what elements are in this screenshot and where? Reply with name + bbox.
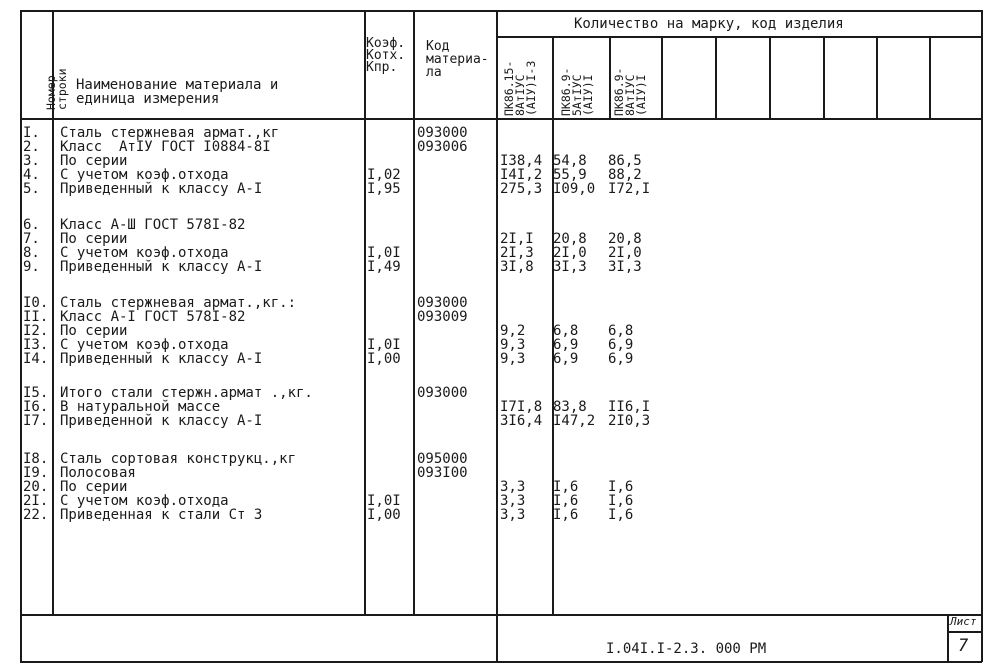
product-header-3 — [614, 68, 647, 116]
col-line-2 — [364, 10, 366, 615]
row-material-name: Приведенной к классу А-I — [60, 413, 263, 429]
product-header-line: ПК86.15- — [502, 60, 516, 116]
row-quantity-2: 55,9 — [553, 167, 587, 183]
header-quantity-title: Количество на марку, код изделия — [574, 16, 844, 32]
row-quantity-2: 20,8 — [553, 231, 587, 247]
row-quantity-2: I,6 — [553, 493, 579, 509]
row-coef: I,00 — [367, 351, 401, 367]
row-number: 20. — [23, 479, 49, 495]
row-quantity-1: 9,3 — [500, 337, 526, 353]
row-quantity-3: 2I,0 — [608, 245, 642, 261]
row-quantity-2: I47,2 — [553, 413, 596, 429]
row-quantity-2: I,6 — [553, 507, 579, 523]
row-quantity-2: 83,8 — [553, 399, 587, 415]
row-quantity-1: 3I,8 — [500, 259, 534, 275]
row-quantity-3: 6,9 — [608, 337, 634, 353]
row-quantity-3: II6,I — [608, 399, 651, 415]
col-line-q8 — [929, 36, 931, 119]
row-quantity-1: I4I,2 — [500, 167, 543, 183]
row-quantity-3: I72,I — [608, 181, 651, 197]
row-number: I8. — [23, 451, 49, 467]
row-quantity-2: 6,9 — [553, 337, 579, 353]
row-number: II. — [23, 309, 49, 325]
row-quantity-2: I09,0 — [553, 181, 596, 197]
product-header-2 — [561, 68, 594, 116]
header-material-name: Наименование материала и единица измерения — [76, 77, 279, 107]
row-material-name: Класс А-I ГОСТ 578I-82 — [60, 309, 246, 325]
row-material-name: Приведенный к классу А-I — [60, 351, 263, 367]
row-material-name: Приведенный к классу А-I — [60, 181, 263, 197]
product-header-line: 8АтIУС — [513, 74, 527, 116]
row-quantity-1: 3,3 — [500, 507, 526, 523]
row-number: 9. — [23, 259, 40, 275]
row-quantity-2: 6,8 — [553, 323, 579, 339]
row-coef: I,00 — [367, 507, 401, 523]
row-material-name: С учетом коэф.отхода — [60, 493, 229, 509]
row-number: 2I. — [23, 493, 49, 509]
product-header-line: (АIУ)I-3 — [524, 60, 538, 116]
header-coef: Коэф. Котх. Кпр. — [366, 36, 406, 75]
row-coef: I,02 — [367, 167, 401, 183]
sheet-box-left — [947, 614, 949, 662]
row-quantity-2: I,6 — [553, 479, 579, 495]
stamp-divider — [20, 614, 982, 616]
product-header-line: (АIУ)I — [581, 74, 595, 116]
sheet-box-divider — [947, 631, 982, 633]
row-number: I6. — [23, 399, 49, 415]
row-material-name: По серии — [60, 231, 128, 247]
col-line-q5 — [769, 36, 771, 119]
row-quantity-2: 3I,3 — [553, 259, 587, 275]
row-code: 093000 — [417, 385, 468, 401]
row-quantity-1: 3,3 — [500, 493, 526, 509]
row-material-name: Класс АтIУ ГОСТ I0884-8I — [60, 139, 271, 155]
col-line-q4 — [715, 36, 717, 119]
row-quantity-1: I7I,8 — [500, 399, 543, 415]
row-quantity-3: 88,2 — [608, 167, 642, 183]
row-material-name: Класс А-Ш ГОСТ 578I-82 — [60, 217, 246, 233]
row-material-name: Сталь стержневая армат.,кг — [60, 125, 280, 141]
row-quantity-1: 3I6,4 — [500, 413, 543, 429]
frame-right — [981, 10, 983, 662]
row-code: 093I00 — [417, 465, 468, 481]
col-line-q6 — [823, 36, 825, 119]
row-material-name: В натуральной массе — [60, 399, 221, 415]
row-quantity-3: I,6 — [608, 493, 634, 509]
row-quantity-3: 6,9 — [608, 351, 634, 367]
row-number: 7. — [23, 231, 40, 247]
row-material-name: Приведенный к классу А-I — [60, 259, 263, 275]
row-quantity-3: I,6 — [608, 507, 634, 523]
frame-bottom — [20, 661, 982, 663]
row-quantity-3: 6,8 — [608, 323, 634, 339]
row-quantity-3: 20,8 — [608, 231, 642, 247]
row-material-name: Сталь сортовая конструкц.,кг — [60, 451, 297, 467]
row-quantity-3: 3I,3 — [608, 259, 642, 275]
row-quantity-1: 2I,3 — [500, 245, 534, 261]
row-coef: I,0I — [367, 245, 401, 261]
row-number: I4. — [23, 351, 49, 367]
row-quantity-1: 9,2 — [500, 323, 526, 339]
sheet-number: 7 — [958, 636, 969, 656]
row-material-name: Приведенная к стали Ст 3 — [60, 507, 263, 523]
row-code: 093000 — [417, 125, 468, 141]
header-code: Код материа- ла — [426, 39, 489, 80]
row-code: 093009 — [417, 309, 468, 325]
row-coef: I,49 — [367, 259, 401, 275]
row-number: I7. — [23, 413, 49, 429]
header-row-number: Номер строки — [44, 68, 69, 110]
row-material-name: По серии — [60, 479, 128, 495]
row-code: 093006 — [417, 139, 468, 155]
product-header-line: (АIУ)I — [634, 74, 648, 116]
row-material-name: Итого стали стержн.армат .,кг. — [60, 385, 313, 401]
sheet-label: Лист — [950, 615, 977, 628]
row-material-name: С учетом коэф.отхода — [60, 245, 229, 261]
row-number: I. — [23, 125, 40, 141]
product-header-line: ПК86.9- — [559, 67, 573, 116]
product-header-line: ПК86.9- — [612, 67, 626, 116]
frame-top — [20, 10, 982, 12]
col-line-q7 — [876, 36, 878, 119]
document-code: I.04I.I-2.3. 000 РМ — [606, 641, 767, 657]
row-material-name: По серии — [60, 153, 128, 169]
row-number: I0. — [23, 295, 49, 311]
row-material-name: Полосовая — [60, 465, 136, 481]
row-number: I2. — [23, 323, 49, 339]
quantity-title-divider — [496, 36, 982, 38]
row-code: 095000 — [417, 451, 468, 467]
row-quantity-1: 2I,I — [500, 231, 534, 247]
row-number: 22. — [23, 507, 49, 523]
row-number: 2. — [23, 139, 40, 155]
row-quantity-2: 54,8 — [553, 153, 587, 169]
row-number: I9. — [23, 465, 49, 481]
frame-left — [20, 10, 22, 662]
row-number: I5. — [23, 385, 49, 401]
row-quantity-3: 2I0,3 — [608, 413, 651, 429]
row-quantity-1: I38,4 — [500, 153, 543, 169]
row-coef: I,0I — [367, 493, 401, 509]
row-material-name: С учетом коэф.отхода — [60, 167, 229, 183]
row-number: 3. — [23, 153, 40, 169]
row-material-name: По серии — [60, 323, 128, 339]
col-line-q2 — [609, 36, 611, 119]
product-header-line: 5АтIУС — [570, 74, 584, 116]
row-quantity-1: 275,3 — [500, 181, 543, 197]
row-number: I3. — [23, 337, 49, 353]
row-code: 093000 — [417, 295, 468, 311]
col-line-q3 — [661, 36, 663, 119]
row-number: 4. — [23, 167, 40, 183]
row-material-name: С учетом коэф.отхода — [60, 337, 229, 353]
col-line-4 — [496, 10, 498, 662]
col-line-3 — [413, 10, 415, 615]
row-material-name: Сталь стержневая армат.,кг.: — [60, 295, 297, 311]
row-coef: I,0I — [367, 337, 401, 353]
row-number: 6. — [23, 217, 40, 233]
row-quantity-3: I,6 — [608, 479, 634, 495]
row-quantity-2: 2I,0 — [553, 245, 587, 261]
row-quantity-1: 3,3 — [500, 479, 526, 495]
row-number: 8. — [23, 245, 40, 261]
row-quantity-1: 9,3 — [500, 351, 526, 367]
row-coef: I,95 — [367, 181, 401, 197]
row-number: 5. — [23, 181, 40, 197]
row-quantity-3: 86,5 — [608, 153, 642, 169]
row-quantity-2: 6,9 — [553, 351, 579, 367]
product-header-line: 8АтIУС — [623, 74, 637, 116]
product-header-1 — [504, 61, 537, 116]
